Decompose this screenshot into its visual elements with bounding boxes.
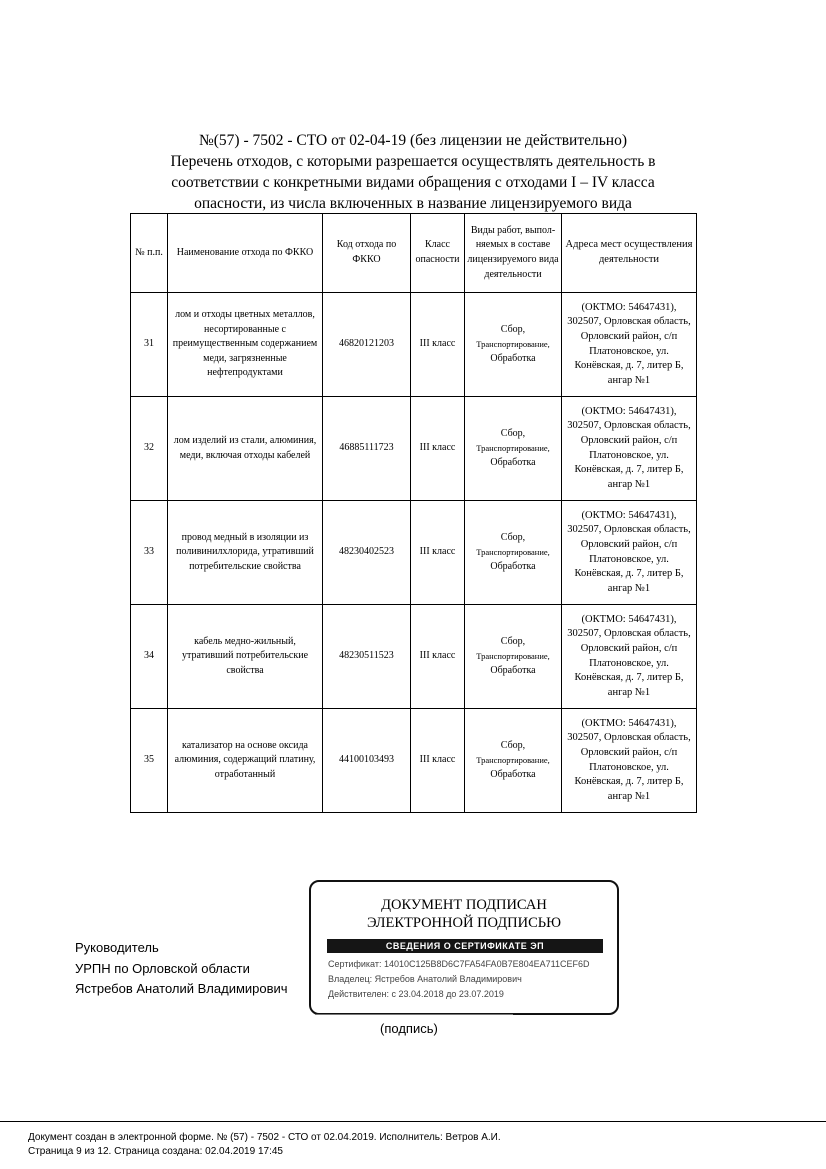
stamp-title: [311, 896, 617, 932]
header-num: № п.п.: [131, 214, 168, 293]
waste-table: [130, 213, 697, 813]
cell-name: кабель медно-жильный, утративший потребительские свойства: [168, 605, 323, 709]
cell-code: 46820121203: [323, 293, 411, 397]
cell-class: III класс: [411, 501, 465, 605]
work-transport: Транспортирование,: [476, 443, 550, 454]
table-header-row: [131, 214, 697, 293]
work-collect: Сбор,: [500, 531, 526, 543]
cell-class: III класс: [411, 397, 465, 501]
work-collect: Сбор,: [500, 427, 526, 439]
stamp-certificate-bar: СВЕДЕНИЯ О СЕРТИФИКАТЕ ЭП: [327, 939, 603, 953]
cell-code: 48230511523: [323, 605, 411, 709]
cell-address: (ОКТМО: 54647431), 302507, Орловская область, Орловский район, с/п Платоновское, ул. Конёвская, д. 7, литер Б, ангар №1: [562, 293, 697, 397]
cell-num: 34: [131, 605, 168, 709]
heading-line-3: соответствии с конкретными видами обращения с отходами I – IV класса: [171, 174, 655, 191]
document-heading: [0, 130, 826, 214]
valid-value: с 23.04.2018 до 23.07.2019: [391, 989, 504, 999]
cell-address: (ОКТМО: 54647431), 302507, Орловская область, Орловский район, с/п Платоновское, ул. Конёвская, д. 7, литер Б, ангар №1: [562, 605, 697, 709]
page-footer: [28, 1131, 501, 1159]
cell-works: [465, 709, 562, 813]
signatory-organization: УРПН по Орловской области: [75, 960, 250, 976]
footer-line-2: Страница 9 из 12. Страница создана: 02.04.2019 17:45: [28, 1146, 283, 1157]
signatory-position: Руководитель: [75, 940, 159, 955]
work-process: Обработка: [490, 352, 536, 364]
cell-num: 31: [131, 293, 168, 397]
work-process: Обработка: [490, 768, 536, 780]
heading-line-4: опасности, из числа включенных в название лицензируемого вида: [194, 195, 632, 212]
table-row: [131, 501, 697, 605]
cell-works: [465, 293, 562, 397]
signatory-block: [75, 938, 288, 1000]
work-transport: Транспортирование,: [476, 755, 550, 766]
cell-class: III класс: [411, 605, 465, 709]
cell-code: 44100103493: [323, 709, 411, 813]
footer-divider: [0, 1121, 826, 1122]
certificate-value: 14010C125B8D6C7FA54FA0B7E804EA711CEF6D: [383, 959, 590, 969]
work-collect: Сбор,: [500, 635, 526, 647]
cell-code: 46885111723: [323, 397, 411, 501]
cell-num: 35: [131, 709, 168, 813]
cell-works: [465, 605, 562, 709]
owner-value: Ястребов Анатолий Владимирович: [374, 974, 522, 984]
cell-address: (ОКТМО: 54647431), 302507, Орловская область, Орловский район, с/п Платоновское, ул. Конёвская, д. 7, литер Б, ангар №1: [562, 397, 697, 501]
cell-address: (ОКТМО: 54647431), 302507, Орловская область, Орловский район, с/п Платоновское, ул. Конёвская, д. 7, литер Б, ангар №1: [562, 709, 697, 813]
work-transport: Транспортирование,: [476, 547, 550, 558]
footer-line-1: Документ создан в электронной форме. № (57) - 7502 - СТО от 02.04.2019. Исполнитель: Ветров А.И.: [28, 1132, 501, 1143]
work-process: Обработка: [490, 664, 536, 676]
header-name: Наименование отхода по ФККО: [168, 214, 323, 293]
cell-works: [465, 501, 562, 605]
work-transport: Транспортирование,: [476, 651, 550, 662]
stamp-owner-line: [311, 972, 617, 987]
header-address: Адреса мест осуществления деятельности: [562, 214, 697, 293]
cell-works: [465, 397, 562, 501]
cell-num: 32: [131, 397, 168, 501]
cell-num: 33: [131, 501, 168, 605]
signature-line: [315, 1014, 513, 1015]
signatory-name: Ястребов Анатолий Владимирович: [75, 981, 288, 996]
cell-code: 48230402523: [323, 501, 411, 605]
header-class: Класс опасности: [411, 214, 465, 293]
table-row: [131, 709, 697, 813]
table-row: [131, 397, 697, 501]
cell-class: III класс: [411, 709, 465, 813]
work-process: Обработка: [490, 560, 536, 572]
electronic-signature-stamp: [309, 880, 619, 1015]
cell-name: лом и отходы цветных металлов, несортированные с преимущественным содержанием меди, загрязненные нефтепродуктами: [168, 293, 323, 397]
stamp-certificate-line: [311, 957, 617, 972]
work-transport: Транспортирование,: [476, 339, 550, 350]
work-collect: Сбор,: [500, 739, 526, 751]
header-works: Виды работ, выпол-няемых в составе лицензируемого вида деятельности: [465, 214, 562, 293]
work-collect: Сбор,: [500, 323, 526, 335]
header-code: Код отхода по ФККО: [323, 214, 411, 293]
heading-line-2: Перечень отходов, с которыми разрешается осуществлять деятельность в: [170, 153, 656, 170]
stamp-title-line-1: ДОКУМЕНТ ПОДПИСАН: [381, 897, 547, 913]
owner-label: Владелец:: [328, 974, 373, 984]
cell-name: катализатор на основе оксида алюминия, содержащий платину, отработанный: [168, 709, 323, 813]
cell-name: лом изделий из стали, алюминия, меди, включая отходы кабелей: [168, 397, 323, 501]
certificate-label: Сертификат:: [328, 959, 382, 969]
table-row: [131, 605, 697, 709]
table-row: [131, 293, 697, 397]
cell-address: (ОКТМО: 54647431), 302507, Орловская область, Орловский район, с/п Платоновское, ул. Конёвская, д. 7, литер Б, ангар №1: [562, 501, 697, 605]
signature-caption: (подпись): [380, 1021, 438, 1036]
stamp-title-line-2: ЭЛЕКТРОННОЙ ПОДПИСЬЮ: [366, 915, 562, 931]
work-process: Обработка: [490, 456, 536, 468]
cell-name: провод медный в изоляции из поливинилхлорида, утративший потребительские свойства: [168, 501, 323, 605]
heading-line-1: №(57) - 7502 - СТО от 02-04-19 (без лицензии не действительно): [198, 132, 628, 149]
cell-class: III класс: [411, 293, 465, 397]
valid-label: Действителен:: [328, 989, 390, 999]
stamp-valid-line: [311, 987, 617, 1002]
